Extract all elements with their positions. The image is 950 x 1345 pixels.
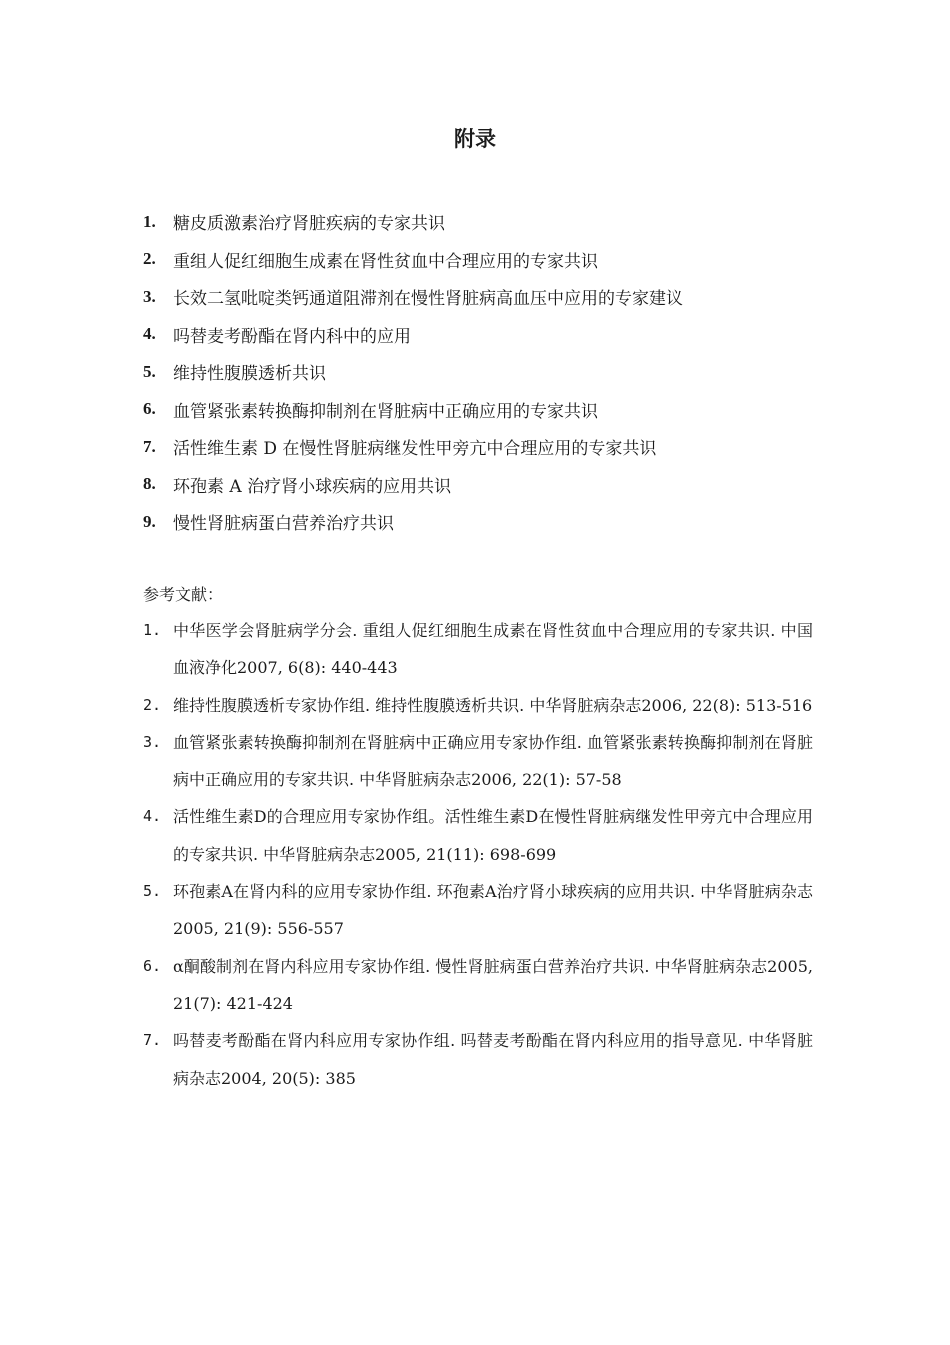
appendix-item-text: 慢性肾脏病蛋白营养治疗共识 <box>173 514 394 535</box>
appendix-item <box>143 466 843 504</box>
appendix-item <box>143 241 843 279</box>
reference-item <box>143 1022 813 1097</box>
reference-item <box>143 798 813 873</box>
reference-number: 6. <box>143 956 162 975</box>
appendix-list <box>143 203 843 541</box>
reference-number: 3. <box>143 732 162 751</box>
page-title: 附录 <box>454 127 496 151</box>
appendix-item-text: 重组人促红细胞生成素在肾性贫血中合理应用的专家共识 <box>173 251 598 272</box>
reference-text: 活性维生素D的合理应用专家协作组。活性维生素D在慢性肾脏病继发性甲旁亢中合理应用的专家共识. 中华肾脏病杂志2005, 21(11): 698-699 <box>173 807 813 864</box>
reference-item <box>143 724 813 799</box>
appendix-item <box>143 503 843 541</box>
appendix-item-number: 2. <box>143 249 156 269</box>
appendix-item-number: 6. <box>143 399 156 419</box>
reference-number: 1. <box>143 621 162 639</box>
reference-item <box>143 948 813 1023</box>
appendix-item-number: 9. <box>143 511 156 531</box>
appendix-item-number: 8. <box>143 474 156 494</box>
reference-text: α酮酸制剂在肾内科应用专家协作组. 慢性肾脏病蛋白营养治疗共识. 中华肾脏病杂志2005, 21(7): 421-424 <box>173 956 813 1013</box>
appendix-item-text: 血管紧张素转换酶抑制剂在肾脏病中正确应用的专家共识 <box>173 401 598 422</box>
appendix-item <box>143 316 843 354</box>
references-heading: 参考文献： <box>143 585 224 604</box>
appendix-item-number: 5. <box>143 361 156 381</box>
appendix-item-text: 活性维生素 D 在慢性肾脏病继发性甲旁亢中合理应用的专家共识 <box>173 439 657 460</box>
appendix-item <box>143 353 843 391</box>
appendix-item-number: 1. <box>143 211 156 231</box>
reference-number: 4. <box>143 807 162 826</box>
reference-list <box>143 612 813 1097</box>
reference-item <box>143 873 813 948</box>
reference-item <box>143 612 813 687</box>
appendix-item-text: 长效二氢吡啶类钙通道阻滞剂在慢性肾脏病高血压中应用的专家建议 <box>173 289 683 310</box>
appendix-item-text: 环孢素 A 治疗肾小球疾病的应用共识 <box>173 476 452 497</box>
appendix-item <box>143 203 843 241</box>
appendix-item-text: 维持性腹膜透析共识 <box>173 364 326 385</box>
reference-text: 血管紧张素转换酶抑制剂在肾脏病中正确应用专家协作组. 血管紧张素转换酶抑制剂在肾脏病中正确应用的专家共识. 中华肾脏病杂志2006, 22(1): 57-58 <box>173 732 813 790</box>
reference-number: 5. <box>143 882 162 901</box>
reference-text: 吗替麦考酚酯在肾内科应用专家协作组. 吗替麦考酚酯在肾内科应用的指导意见. 中华肾脏病杂志2004, 20(5): 385 <box>173 1031 813 1088</box>
reference-text: 维持性腹膜透析专家协作组. 维持性腹膜透析共识. 中华肾脏病杂志2006, 22(8): 513-516 <box>173 695 813 715</box>
appendix-item <box>143 278 843 316</box>
reference-number: 7. <box>143 1031 162 1050</box>
appendix-item-number: 4. <box>143 324 156 344</box>
appendix-item <box>143 428 843 466</box>
reference-number: 2. <box>143 695 162 714</box>
appendix-item-number: 7. <box>143 436 156 456</box>
appendix-item-text: 吗替麦考酚酯在肾内科中的应用 <box>173 326 411 347</box>
reference-item <box>143 687 813 724</box>
reference-text: 中华医学会肾脏病学分会. 重组人促红细胞生成素在肾性贫血中合理应用的专家共识. 中国血液净化2007, 6(8): 440-443 <box>173 621 813 678</box>
appendix-item <box>143 391 843 429</box>
appendix-item-text: 糖皮质激素治疗肾脏疾病的专家共识 <box>173 214 445 235</box>
reference-text: 环孢素A在肾内科的应用专家协作组. 环孢素A治疗肾小球疾病的应用共识. 中华肾脏病杂志2005, 21(9): 556-557 <box>173 882 813 939</box>
appendix-item-number: 3. <box>143 286 156 306</box>
